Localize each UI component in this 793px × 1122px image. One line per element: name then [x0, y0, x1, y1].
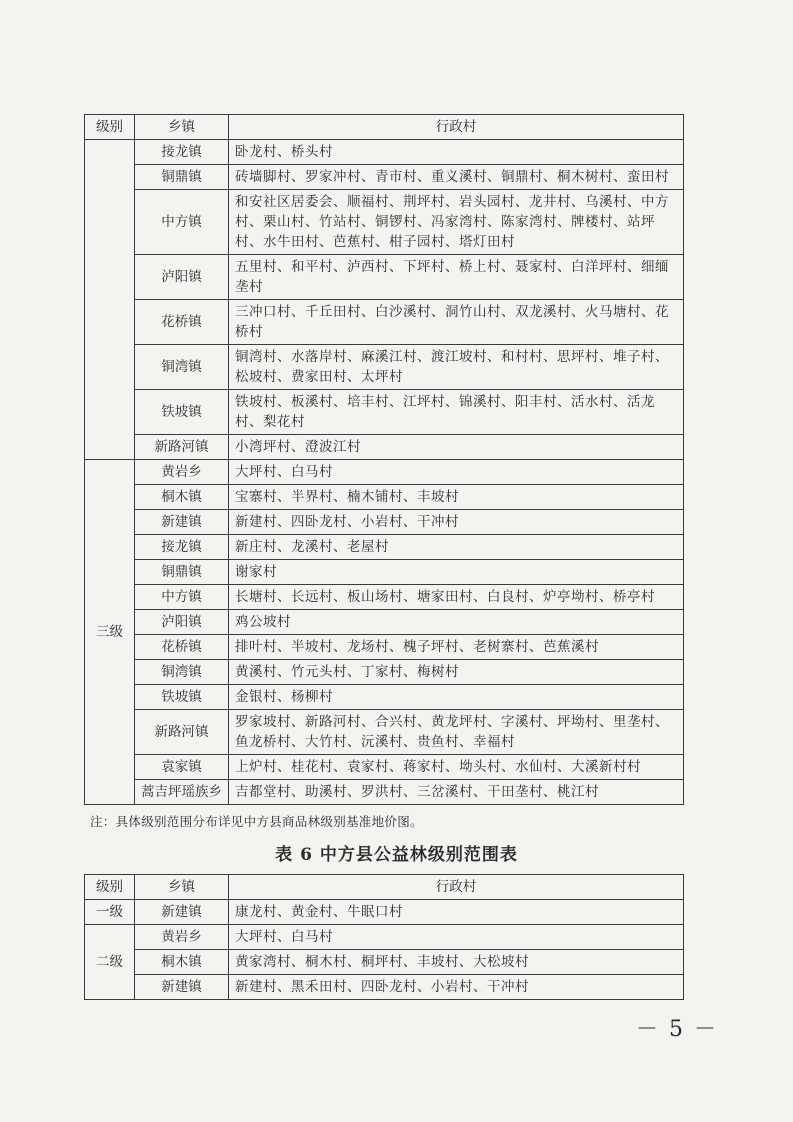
table-row: [85, 390, 684, 435]
town-cell: 黄岩乡: [135, 460, 229, 485]
table-row: [85, 685, 684, 710]
village-cell: 和安社区居委会、顺福村、荆坪村、岩头园村、龙井村、乌溪村、中方村、栗山村、竹站村、铜锣村、冯家湾村、陈家湾村、牌楼村、站坪村、水牛田村、芭蕉村、柑子园村、塔灯田村: [229, 190, 684, 255]
table-row: [85, 140, 684, 165]
village-cell: 谢家村: [229, 560, 684, 585]
table-row: [85, 560, 684, 585]
table-row: [85, 780, 684, 805]
table-row: [85, 925, 684, 950]
table-row: [85, 635, 684, 660]
header-village: 行政村: [229, 115, 684, 140]
table-row: [85, 535, 684, 560]
village-cell: 吉都堂村、助溪村、罗洪村、三岔溪村、干田垄村、桃江村: [229, 780, 684, 805]
table-row: [85, 900, 684, 925]
town-cell: 铜鼎镇: [135, 165, 229, 190]
village-cell: 铜湾村、水落岸村、麻溪江村、渡江坡村、和村村、思坪村、堆子村、松坡村、费家田村、太坪村: [229, 345, 684, 390]
town-cell: 泸阳镇: [135, 610, 229, 635]
table-note: 注：具体级别范围分布详见中方县商品林级别基准地价图。: [90, 814, 423, 829]
village-cell: 鸡公坡村: [229, 610, 684, 635]
town-cell: 接龙镇: [135, 140, 229, 165]
table-caption: 表 6 中方县公益林级别范围表: [275, 845, 518, 865]
village-cell: 新建村、四卧龙村、小岩村、干冲村: [229, 510, 684, 535]
town-cell: 接龙镇: [135, 535, 229, 560]
table-row: [85, 460, 684, 485]
village-cell: 新庄村、龙溪村、老屋村: [229, 535, 684, 560]
level-cell: 二级: [85, 925, 135, 1000]
header-village: 行政村: [229, 875, 684, 900]
town-cell: 铁坡镇: [135, 685, 229, 710]
table-header-row: [85, 115, 684, 140]
village-cell: 三冲口村、千丘田村、白沙溪村、洞竹山村、双龙溪村、火马塘村、花桥村: [229, 300, 684, 345]
town-cell: 中方镇: [135, 585, 229, 610]
village-cell: 大坪村、白马村: [229, 925, 684, 950]
level-cell: 三级: [85, 460, 135, 805]
table-row: [85, 345, 684, 390]
village-cell: 新建村、黑禾田村、四卧龙村、小岩村、干冲村: [229, 975, 684, 1000]
town-cell: 花桥镇: [135, 300, 229, 345]
village-cell: 小湾坪村、澄波江村: [229, 435, 684, 460]
town-cell: 袁家镇: [135, 755, 229, 780]
village-cell: 宝寨村、半界村、楠木铺村、丰坡村: [229, 485, 684, 510]
table-row: [85, 485, 684, 510]
table-row: [85, 950, 684, 975]
table-header-row: [85, 875, 684, 900]
town-cell: 铜湾镇: [135, 345, 229, 390]
table-row: [85, 710, 684, 755]
commercial-forest-level-table: [84, 114, 684, 805]
town-cell: 黄岩乡: [135, 925, 229, 950]
village-cell: 排叶村、半坡村、龙场村、槐子坪村、老树寨村、芭蕉溪村: [229, 635, 684, 660]
header-town: 乡镇: [135, 875, 229, 900]
town-cell: 铜鼎镇: [135, 560, 229, 585]
table-row: [85, 755, 684, 780]
table-row: [85, 300, 684, 345]
town-cell: 新路河镇: [135, 710, 229, 755]
table-row: [85, 190, 684, 255]
town-cell: 泸阳镇: [135, 255, 229, 300]
table-row: [85, 165, 684, 190]
village-cell: 康龙村、黄金村、牛眠口村: [229, 900, 684, 925]
table-row: [85, 610, 684, 635]
town-cell: 铁坡镇: [135, 390, 229, 435]
header-level: 级别: [85, 875, 135, 900]
village-cell: 五里村、和平村、泸西村、下坪村、桥上村、聂家村、白洋坪村、细缅垄村: [229, 255, 684, 300]
village-cell: 金银村、杨柳村: [229, 685, 684, 710]
village-cell: 黄家湾村、桐木村、桐坪村、丰坡村、大松坡村: [229, 950, 684, 975]
village-cell: 黄溪村、竹元头村、丁家村、梅树村: [229, 660, 684, 685]
village-cell: 长塘村、长远村、板山场村、塘家田村、白良村、炉亭坳村、桥亭村: [229, 585, 684, 610]
village-cell: 铁坡村、板溪村、培丰村、江坪村、锦溪村、阳丰村、活水村、活龙村、梨花村: [229, 390, 684, 435]
town-cell: 新建镇: [135, 510, 229, 535]
village-cell: 卧龙村、桥头村: [229, 140, 684, 165]
table-row: [85, 510, 684, 535]
town-cell: 新路河镇: [135, 435, 229, 460]
page-number: － 5 －: [636, 1017, 718, 1042]
table-row: [85, 975, 684, 1000]
town-cell: 花桥镇: [135, 635, 229, 660]
town-cell: 蒿吉坪瑶族乡: [135, 780, 229, 805]
town-cell: 桐木镇: [135, 950, 229, 975]
table-row: [85, 660, 684, 685]
table-row: [85, 435, 684, 460]
town-cell: 中方镇: [135, 190, 229, 255]
header-town: 乡镇: [135, 115, 229, 140]
town-cell: 新建镇: [135, 975, 229, 1000]
town-cell: 铜湾镇: [135, 660, 229, 685]
level-cell: [85, 140, 135, 460]
table-row: [85, 585, 684, 610]
table-row: [85, 255, 684, 300]
village-cell: 砖墙脚村、罗家冲村、青市村、重义溪村、铜鼎村、桐木树村、蛮田村: [229, 165, 684, 190]
village-cell: 大坪村、白马村: [229, 460, 684, 485]
public-forest-level-table: [84, 874, 684, 1000]
town-cell: 新建镇: [135, 900, 229, 925]
town-cell: 桐木镇: [135, 485, 229, 510]
header-level: 级别: [85, 115, 135, 140]
level-cell: 一级: [85, 900, 135, 925]
village-cell: 上炉村、桂花村、袁家村、蒋家村、坳头村、水仙村、大溪新村村: [229, 755, 684, 780]
village-cell: 罗家坡村、新路河村、合兴村、黄龙坪村、字溪村、坪坳村、里垄村、鱼龙桥村、大竹村、沅溪村、贵鱼村、幸福村: [229, 710, 684, 755]
